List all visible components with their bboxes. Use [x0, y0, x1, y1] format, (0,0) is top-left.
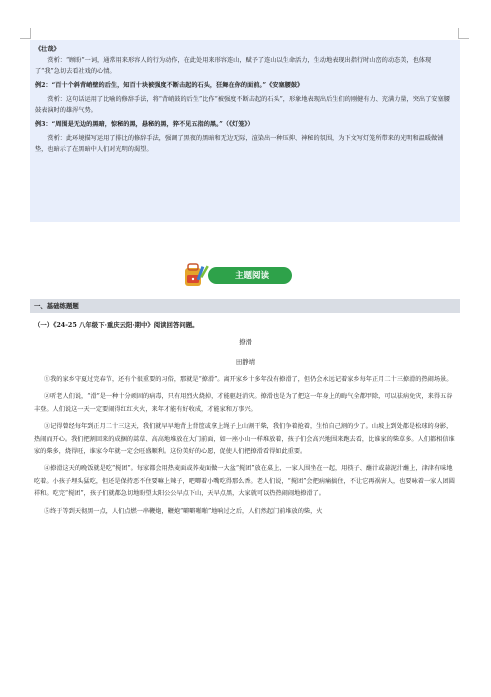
- crop-mark-top-left: [20, 28, 31, 39]
- article-body: [34, 374, 458, 523]
- crop-mark-top-right: [458, 28, 469, 39]
- paragraph: ④撩滑这天的晚饭就是吃“搅团”。每家都会用热麦面或荞麦面做一大盆“搅团”放在桌上，一家人围坐在一起，用筷子、蘸汁或蒜泥汁蘸上，津津有味地吃着。小孩子埋头猛吃，但还是保持恶不住要嘛上辣子，吧唧着小嘴吃得那么香。老人们说，“搅团”会把病痛搞住，不让它再祸害人，也要咏着一家人团圆祥和。吃完“搅团”，孩子们就都急切地盼望太阳公公早点下山，天早点黑，大家就可以热热闹闹地撩滑了。: [34, 465, 455, 498]
- paragraph: ②听老人们说，“滑”是一种十分顽固的病毒，只有用烈火烧掉，才能驱赶消灾。撩滑也是为了把这一年身上的晦气全都甲除，可以祛病免灾，来得五谷丰登。人们说这一天一定要闹得红红火火，来年才能有好收成，才能家和万事兴。: [34, 393, 453, 413]
- section-heading: 一、基础练题题: [30, 299, 460, 313]
- paragraph: ③记得曾经每年到正月二十三这天，我们就早早地背上背筐或拿上绳子上山割干柴，我们争着抢着，生怕自己割的少了。山坡上到处都是松球的身影，热闹而开心。我们把割回来的成捆的蒿草、高高地堆放在大门前面，如一座小山一样堆放着，孩子们会高兴地围来跑去看，比谁家的柴草多。人们都相信谁家的柴多，烧得旺，谁家今年就一定会旺盛顺利。这份美好的心愿，促使人们把撩滑看得如此重要。: [34, 423, 455, 456]
- panel-line-5: 例3：“周围是无边的黑暗，惊秘的黑，悬秘的黑，猝不见五指的黑。”（《灯笼》）: [35, 121, 254, 128]
- question-line: （一）《24-25 八年级下·重庆云阳·期中》阅读回答问题。: [34, 321, 199, 329]
- paragraph: ⑤终于等到天彻黑一点，人们点燃一串鞭炮，鞭炮“噼噼啪啪”地响过之后，人们然起门前堆放的柴，火: [43, 507, 323, 515]
- panel-line-2: 赏析：“顾盼”一词，通常用来形容人的行为动作，在此处用来形容连山，赋予了连山以生命活力，生动地表现出指行时山峦的动态美，也体现了“我”急切去看社戏的心情。: [35, 57, 432, 75]
- article-title: 撩滑: [239, 338, 252, 346]
- panel-line-1: 《壮哉》: [35, 46, 60, 53]
- panel-line-4: 赏析：这句话运用了比喻的修辞手法，将“背峭鼓的后生”比作“被强度不断击起的石头”，形象地表现出后生们的刚健有力、充满力量，突出了安塞腰鼓表演时的雄浑气势。: [35, 96, 450, 114]
- banner-label: 主题阅读: [208, 267, 292, 284]
- example-panel: [30, 40, 460, 222]
- backpack-icon: [178, 262, 212, 288]
- theme-banner: [178, 262, 296, 288]
- paragraph: ①我的家乡守夏过完春节，还有个很重要的习俗，那就是“撩滑”。离开家乡十多年没有撩滑了，但仍会永远记着家乡每年正月二十三撩滑的热闹场景。: [43, 376, 453, 383]
- article-author: 田静靖: [235, 358, 256, 366]
- panel-line-6: 赏析：此环境描写运用了排比的修辞手法，强调了黑夜的黑暗和无边无际，渲染出一种压抑、神秘的氛围，为下文写灯笼所带来的光明和温暖做铺垫，也暗示了在黑暗中人们对光明的渴望。: [35, 135, 444, 153]
- panel-line-3: 例2：“百十个斜背峭壁的后生，知百十块被强度不断击起的石头，狂舞在你的面前。”《安塞腰鼓》: [35, 82, 304, 89]
